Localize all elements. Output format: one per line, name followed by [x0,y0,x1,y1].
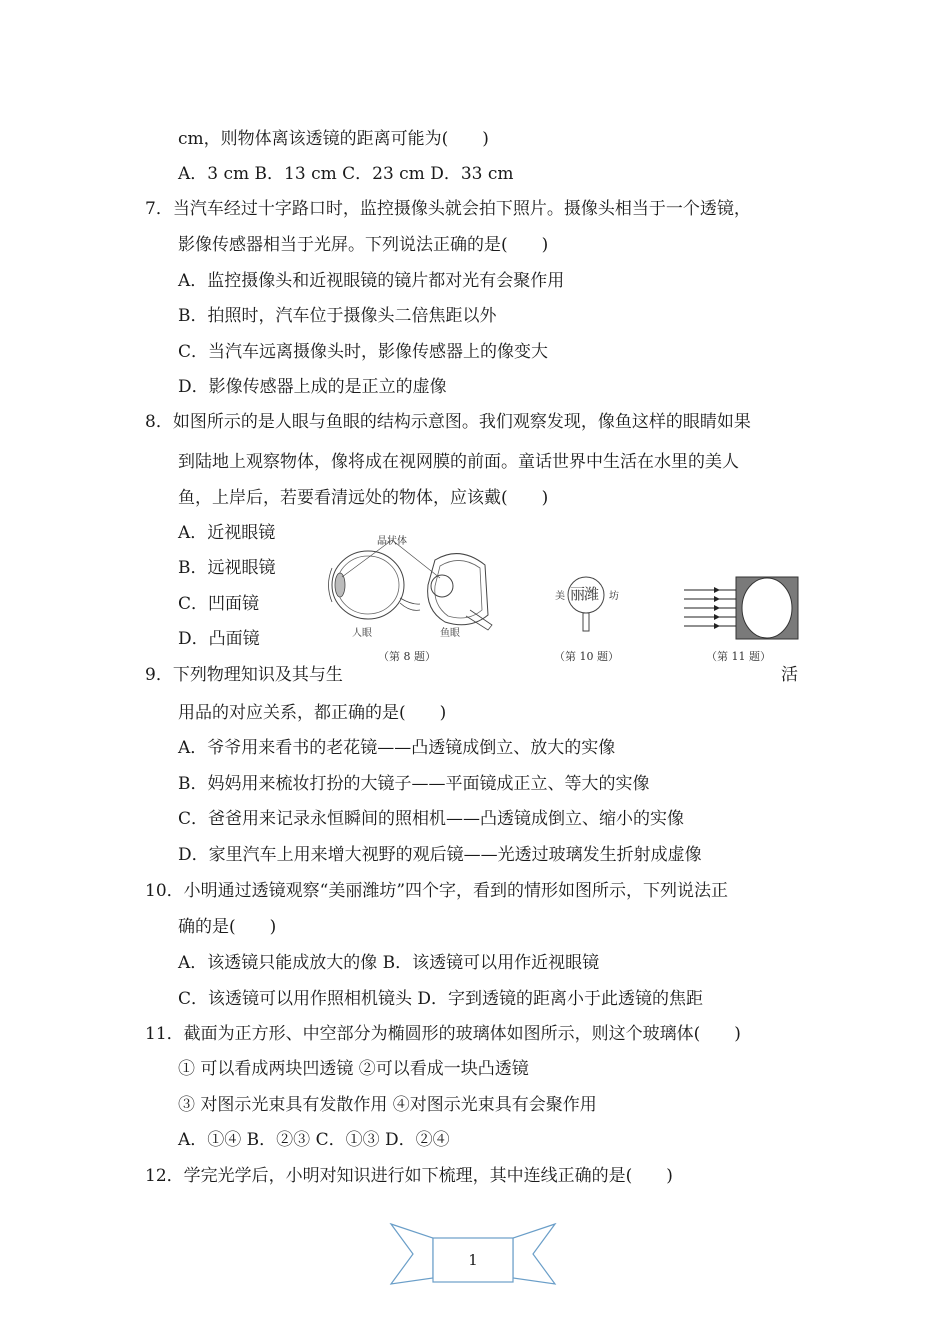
q8-stem: 8．如图所示的是人眼与鱼眼的结构示意图。我们观察发现，像鱼这样的眼睛如果 [145,412,751,432]
q9-option-b: B．妈妈用来梳妆打扮的大镜子——平面镜成正立、等大的实像 [178,774,650,794]
q6-options: A．3 cm B．13 cm C．23 cm D．33 cm [178,164,514,184]
q11-stem: 11．截面为正方形、中空部分为椭圆形的玻璃体如图所示，则这个玻璃体( ) [145,1024,741,1044]
glass-block-diagram [682,575,802,645]
q9-stem-2: 用品的对应关系，都正确的是( ) [178,703,447,723]
eye-structure-diagram [320,530,500,640]
q10-options-cd: C．该透镜可以用作照相机镜头 D．字到透镜的距离小于此透镜的焦距 [178,989,704,1009]
q7-option-c: C．当汽车远离摄像头时，影像传感器上的像变大 [178,342,549,362]
q8-option-b: B．远视眼镜 [178,558,276,578]
q8-option-c: C．凹面镜 [178,594,260,614]
magnified-right-char: 坊 [609,591,619,602]
q7-option-b: B．拍照时，汽车位于摄像头二倍焦距以外 [178,306,497,326]
figure-8-caption: （第 8 题） [378,650,436,663]
magnified-mid-text: 丽潍 [570,585,599,603]
figure-10-caption: （第 10 题） [554,650,619,663]
q12-stem: 12．学完光学后，小明对知识进行如下梳理，其中连线正确的是( ) [145,1166,673,1186]
q9-option-d: D．家里汽车上用来增大视野的观后镜——光透过玻璃发生折射成虚像 [178,845,702,865]
q8-option-a: A．近视眼镜 [178,523,276,543]
q8-stem-3: 鱼，上岸后，若要看清远处的物体，应该戴( ) [178,488,549,508]
q7-option-d: D．影像传感器上成的是正立的虚像 [178,377,447,397]
lens-label: 晶状体 [377,536,407,547]
q11-statements-2: ③ 对图示光束具有发散作用 ④对图示光束具有会聚作用 [178,1095,597,1115]
human-eye-label: 人眼 [352,628,372,639]
q9-stem: 9．下列物理知识及其与生 [145,665,343,685]
q9-stem-tail: 活 [781,665,798,685]
q10-stem: 10．小明通过透镜观察“美丽潍坊”四个字，看到的情形如图所示，下列说法正 [145,881,729,901]
q11-options: A．①④ B．②③ C．①③ D．②④ [178,1130,450,1150]
q9-option-a: A．爷爷用来看书的老花镜——凸透镜成倒立、放大的实像 [178,738,616,758]
q9-option-c: C．爸爸用来记录永恒瞬间的照相机——凸透镜成倒立、缩小的实像 [178,809,685,829]
q7-option-a: A．监控摄像头和近视眼镜的镜片都对光有会聚作用 [178,271,565,291]
q7-stem: 7．当汽车经过十字路口时，监控摄像头就会拍下照片。摄像头相当于一个透镜， [145,199,751,219]
figure-11-caption: （第 11 题） [706,650,771,663]
q11-statements-1: ① 可以看成两块凹透镜 ②可以看成一块凸透镜 [178,1059,529,1079]
fish-eye-label: 鱼眼 [440,628,460,639]
q10-options-ab: A．该透镜只能成放大的像 B．该透镜可以用作近视眼镜 [178,953,600,973]
q6-continued-line: cm，则物体离该透镜的距离可能为( ) [178,129,489,149]
page-number: 1 [468,1251,478,1269]
q8-stem-2: 到陆地上观察物体，像将成在视网膜的前面。童话世界中生活在水里的美人 [178,452,739,472]
q10-stem-2: 确的是( ) [178,917,277,937]
q7-stem-2: 影像传感器相当于光屏。下列说法正确的是( ) [178,235,549,255]
q8-option-d: D．凸面镜 [178,629,260,649]
magnified-left-char: 美 [555,591,565,602]
